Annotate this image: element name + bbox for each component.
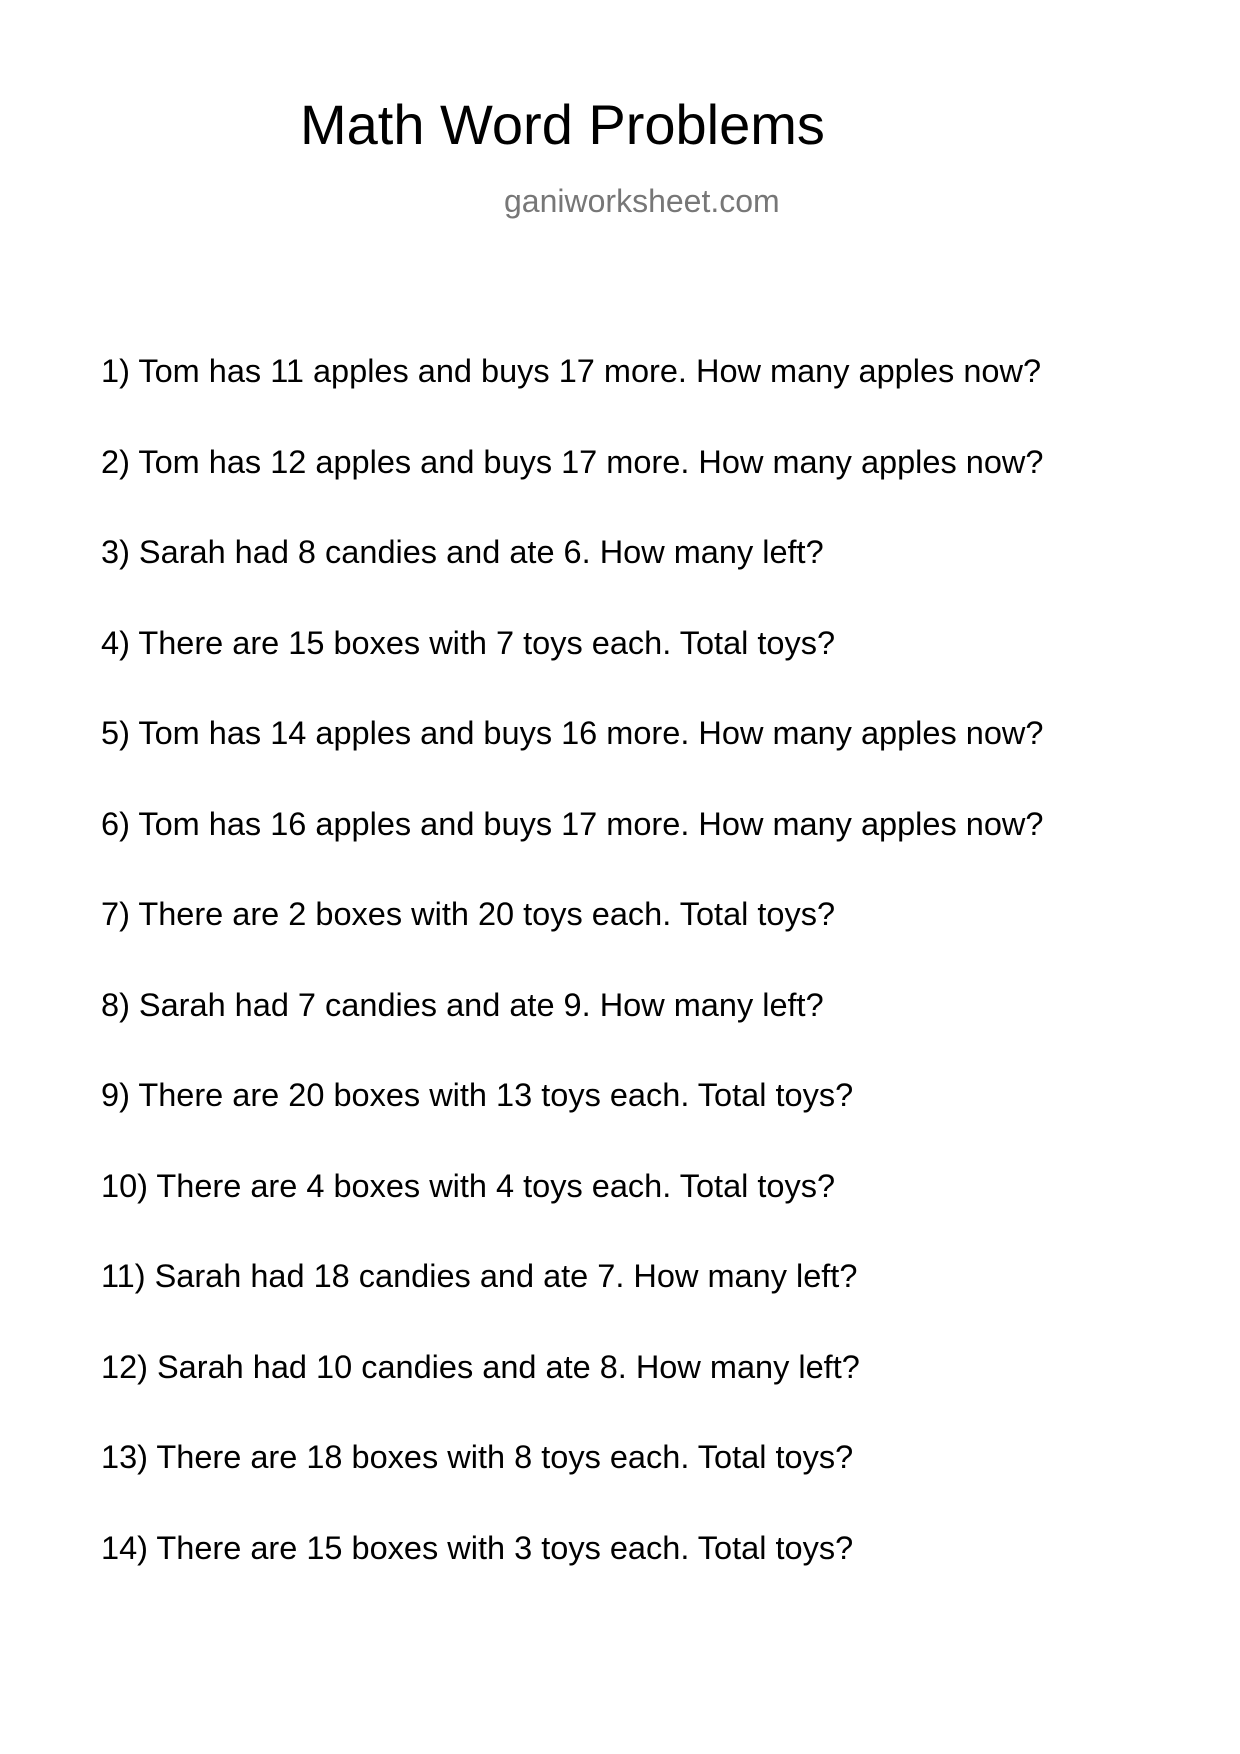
page-title: Math Word Problems bbox=[300, 93, 825, 156]
problem-item-10: 10) There are 4 boxes with 4 toys each. Total toys? bbox=[101, 1167, 836, 1204]
problem-item-7: 7) There are 2 boxes with 20 toys each. Total toys? bbox=[101, 896, 836, 932]
problem-item-11: 11) Sarah had 18 candies and ate 7. How many left? bbox=[101, 1258, 858, 1294]
problem-item-2: 2) Tom has 12 apples and buys 17 more. How many apples now? bbox=[101, 443, 1044, 480]
problem-item-5: 5) Tom has 14 apples and buys 16 more. How many apples now? bbox=[101, 715, 1044, 751]
problem-item-3: 3) Sarah had 8 candies and ate 6. How many left? bbox=[101, 534, 824, 570]
problem-item-6: 6) Tom has 16 apples and buys 17 more. How many apples now? bbox=[101, 805, 1044, 842]
problem-item-12: 12) Sarah had 10 candies and ate 8. How many left? bbox=[101, 1348, 860, 1385]
problem-item-14: 14) There are 15 boxes with 3 toys each. Total toys? bbox=[101, 1529, 854, 1566]
problem-item-9: 9) There are 20 boxes with 13 toys each. Total toys? bbox=[101, 1077, 854, 1113]
problem-item-1: 1) Tom has 11 apples and buys 17 more. How many apples now? bbox=[101, 353, 1042, 389]
problem-list bbox=[101, 351, 1043, 1618]
problem-item-8: 8) Sarah had 7 candies and ate 9. How many left? bbox=[101, 986, 824, 1023]
page-subtitle: ganiworksheet.com bbox=[504, 183, 780, 219]
problem-item-13: 13) There are 18 boxes with 8 toys each. Total toys? bbox=[101, 1439, 854, 1475]
problem-item-4: 4) There are 15 boxes with 7 toys each. Total toys? bbox=[101, 624, 836, 661]
